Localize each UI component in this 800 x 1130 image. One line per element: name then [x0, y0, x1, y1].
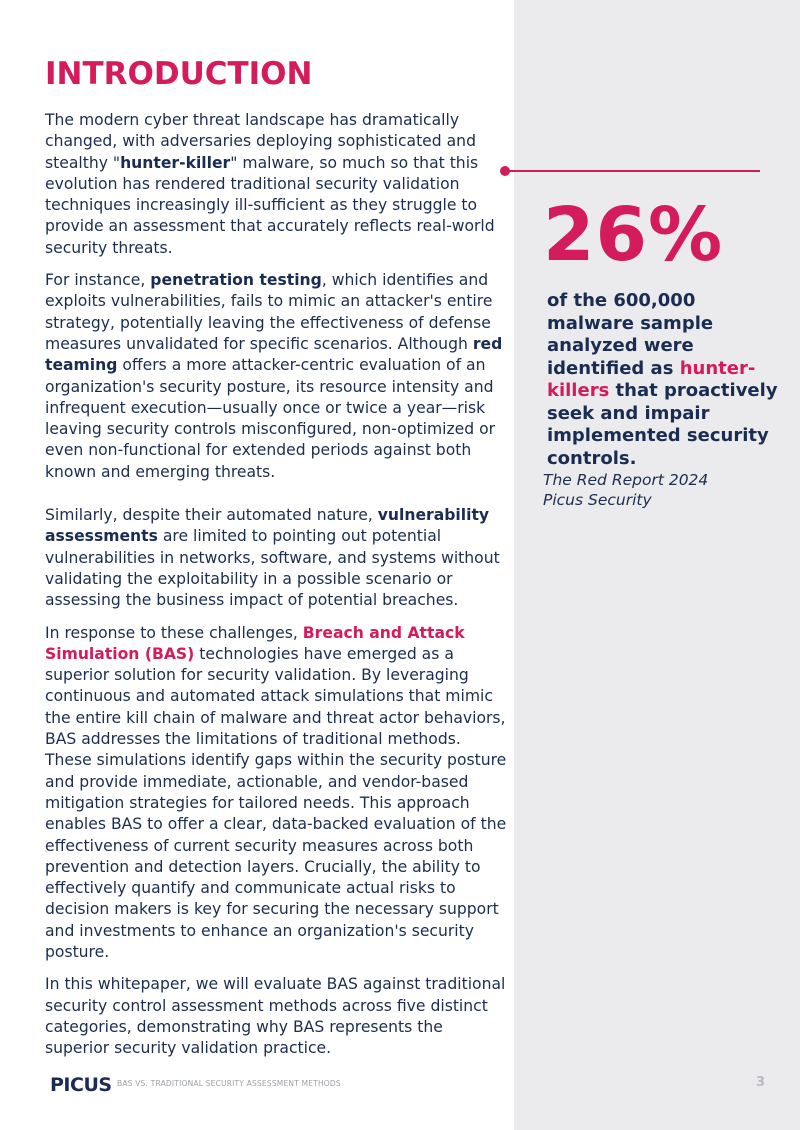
bold-accent-term: Breach and Attack Simulation (BAS) — [45, 623, 465, 663]
source-org: Picus Security — [543, 491, 652, 509]
bold-term: vulnerability assessments — [45, 506, 490, 546]
paragraph-3 — [45, 505, 507, 611]
callout-source — [543, 470, 783, 510]
paragraph-2 — [45, 270, 507, 483]
bold-term: penetration testing — [150, 271, 322, 290]
body-text — [45, 110, 507, 1059]
paragraph-1 — [45, 110, 507, 259]
paragraph-5 — [45, 974, 507, 1059]
callout-accent-text: hunter-killers — [547, 357, 756, 401]
callout-divider-dot — [500, 166, 510, 176]
bold-term: hunter-killer — [120, 153, 231, 172]
paragraph-text: In response to these challenges, — [45, 623, 303, 642]
callout-text: of the 600,000 malware sample analyzed were identified as — [547, 290, 714, 379]
picus-logo: PICUS — [50, 1074, 112, 1096]
footer-caption: BAS VS. TRADITIONAL SECURITY ASSESSMENT METHODS — [117, 1079, 341, 1088]
paragraph-text: In this whitepaper, we will evaluate BAS against traditional security control assessment methods across five distinct categories, demonstrating why BAS represents the superior security validation practice. — [45, 975, 506, 1058]
page-number: 3 — [756, 1075, 766, 1090]
page-title: INTRODUCTION — [45, 56, 313, 92]
callout-text: that proactively seek and impair implemented security controls. — [547, 380, 778, 469]
paragraph-text: , which identifies and exploits vulnerabilities, fails to mimic an attacker's entire strategy, potentially leaving the effectiveness of defense measures unvalidated for specific scenarios. Although — [45, 271, 493, 353]
paragraph-text: offers a more attacker-centric evaluation of an organization's security posture, its resource intensity and infrequent execution—usually once or twice a year—risk leaving security controls misconfigured, non-optimized or even non-functional for extended periods against both known and emerging threats. — [45, 356, 496, 481]
bold-term: red teaming — [45, 334, 503, 375]
paragraph-text: The modern cyber threat landscape has dramatically changed, with adversaries deploying sophisticated and stealthy " — [45, 111, 476, 172]
paragraph-text: are limited to pointing out potential vulnerabilities in networks, software, and systems without validating the exploitability in a possible scenario or assessing the business impact of potential breaches. — [45, 527, 500, 610]
paragraph-text: Similarly, despite their automated nature, — [45, 506, 378, 525]
paragraph-text: technologies have emerged as a superior solution for security validation. By leveraging continuous and automated attack simulations that mimic the entire kill chain of malware and threat actor behaviors, BAS addresses the limitations of traditional methods. These simulations identify gaps within the security posture and provide immediate, actionable, and vendor-based mitigation strategies for tailored needs. This approach enables BAS to offer a clear, data-backed evaluation of the effectiveness of current security measures across both prevention and detection layers. Crucially, the ability to effectively quantify and communicate actual risks to decision makers is key for securing the necessary support and investments to enhance an organization's security posture. — [45, 644, 507, 961]
paragraph-text: " malware, so much so that this evolution has rendered traditional security validation techniques increasingly ill-sufficient as they struggle to provide an assessment that accurately reflects real-world security threats. — [45, 153, 495, 257]
source-title: The Red Report 2024 — [543, 471, 709, 489]
callout-stat: 26% — [543, 192, 724, 278]
paragraph-text: For instance, — [45, 271, 151, 290]
paragraph-4 — [45, 623, 507, 964]
callout-description — [547, 290, 787, 470]
callout-divider — [506, 170, 760, 172]
